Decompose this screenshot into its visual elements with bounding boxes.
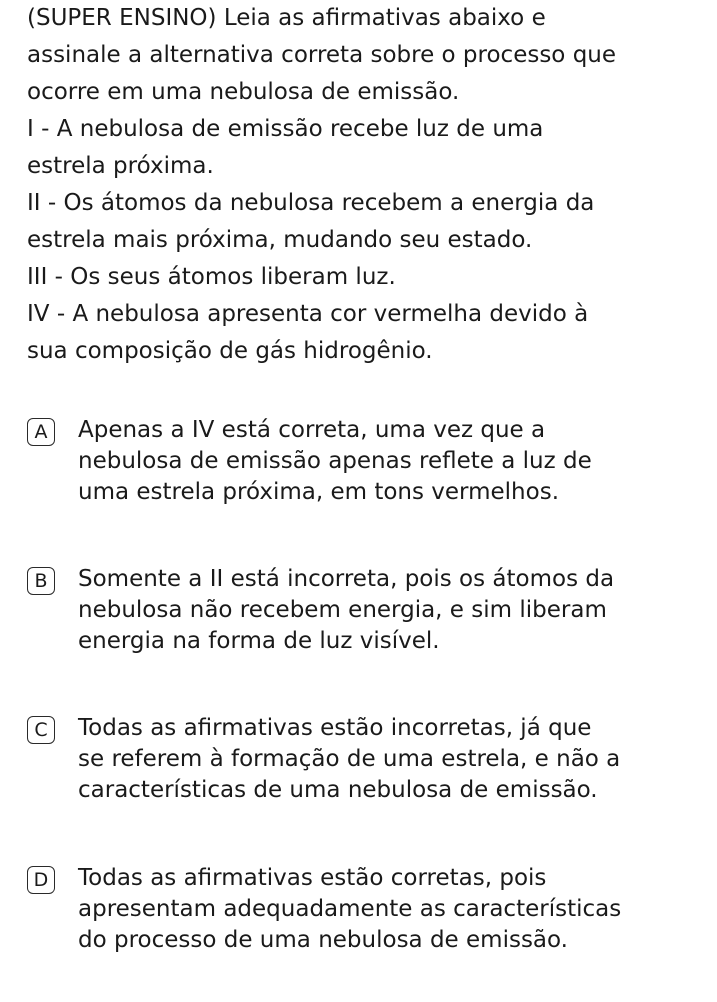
option-c-text xyxy=(78,713,698,806)
option-line: Apenas a IV está correta, uma vez que a xyxy=(78,417,546,443)
option-b-text xyxy=(78,564,698,657)
option-line: se referem à formação de uma estrela, e não a xyxy=(78,746,621,772)
statement-i-line: I - A nebulosa de emissão recebe luz de uma xyxy=(27,116,544,142)
question-line: assinale a alternativa correta sobre o processo que xyxy=(27,42,617,68)
statement-ii-line: estrela mais próxima, mudando seu estado. xyxy=(27,227,533,253)
statement-i-line: estrela próxima. xyxy=(27,153,214,179)
option-line: nebulosa não recebem energia, e sim liberam xyxy=(78,597,607,623)
question-line: ocorre em uma nebulosa de emissão. xyxy=(27,79,460,105)
option-line: uma estrela próxima, em tons vermelhos. xyxy=(78,479,560,505)
option-a-text xyxy=(78,415,698,508)
option-line: apresentam adequadamente as características xyxy=(78,896,622,922)
question-line: (SUPER ENSINO) Leia as afirmativas abaixo e xyxy=(27,5,546,31)
statement-iv-line: sua composição de gás hidrogênio. xyxy=(27,338,433,364)
option-line: Todas as afirmativas estão corretas, pois xyxy=(78,865,547,891)
option-line: Somente a II está incorreta, pois os átomos da xyxy=(78,566,615,592)
statement-ii-line: II - Os átomos da nebulosa recebem a energia da xyxy=(27,190,595,216)
option-line: nebulosa de emissão apenas reflete a luz de xyxy=(78,448,592,474)
statement-iii-line: III - Os seus átomos liberam luz. xyxy=(27,264,396,290)
question-stem xyxy=(27,0,699,370)
option-a-letter-badge[interactable]: A xyxy=(27,418,55,446)
option-d-text xyxy=(78,863,698,956)
option-d-letter-badge[interactable]: D xyxy=(27,866,55,894)
option-line: energia na forma de luz visível. xyxy=(78,628,440,654)
option-c-letter-badge[interactable]: C xyxy=(27,716,55,744)
option-line: Todas as afirmativas estão incorretas, já que xyxy=(78,715,592,741)
statement-iv-line: IV - A nebulosa apresenta cor vermelha devido à xyxy=(27,301,589,327)
option-line: do processo de uma nebulosa de emissão. xyxy=(78,927,568,953)
option-b-letter-badge[interactable]: B xyxy=(27,567,55,595)
option-line: características de uma nebulosa de emissão. xyxy=(78,777,598,803)
